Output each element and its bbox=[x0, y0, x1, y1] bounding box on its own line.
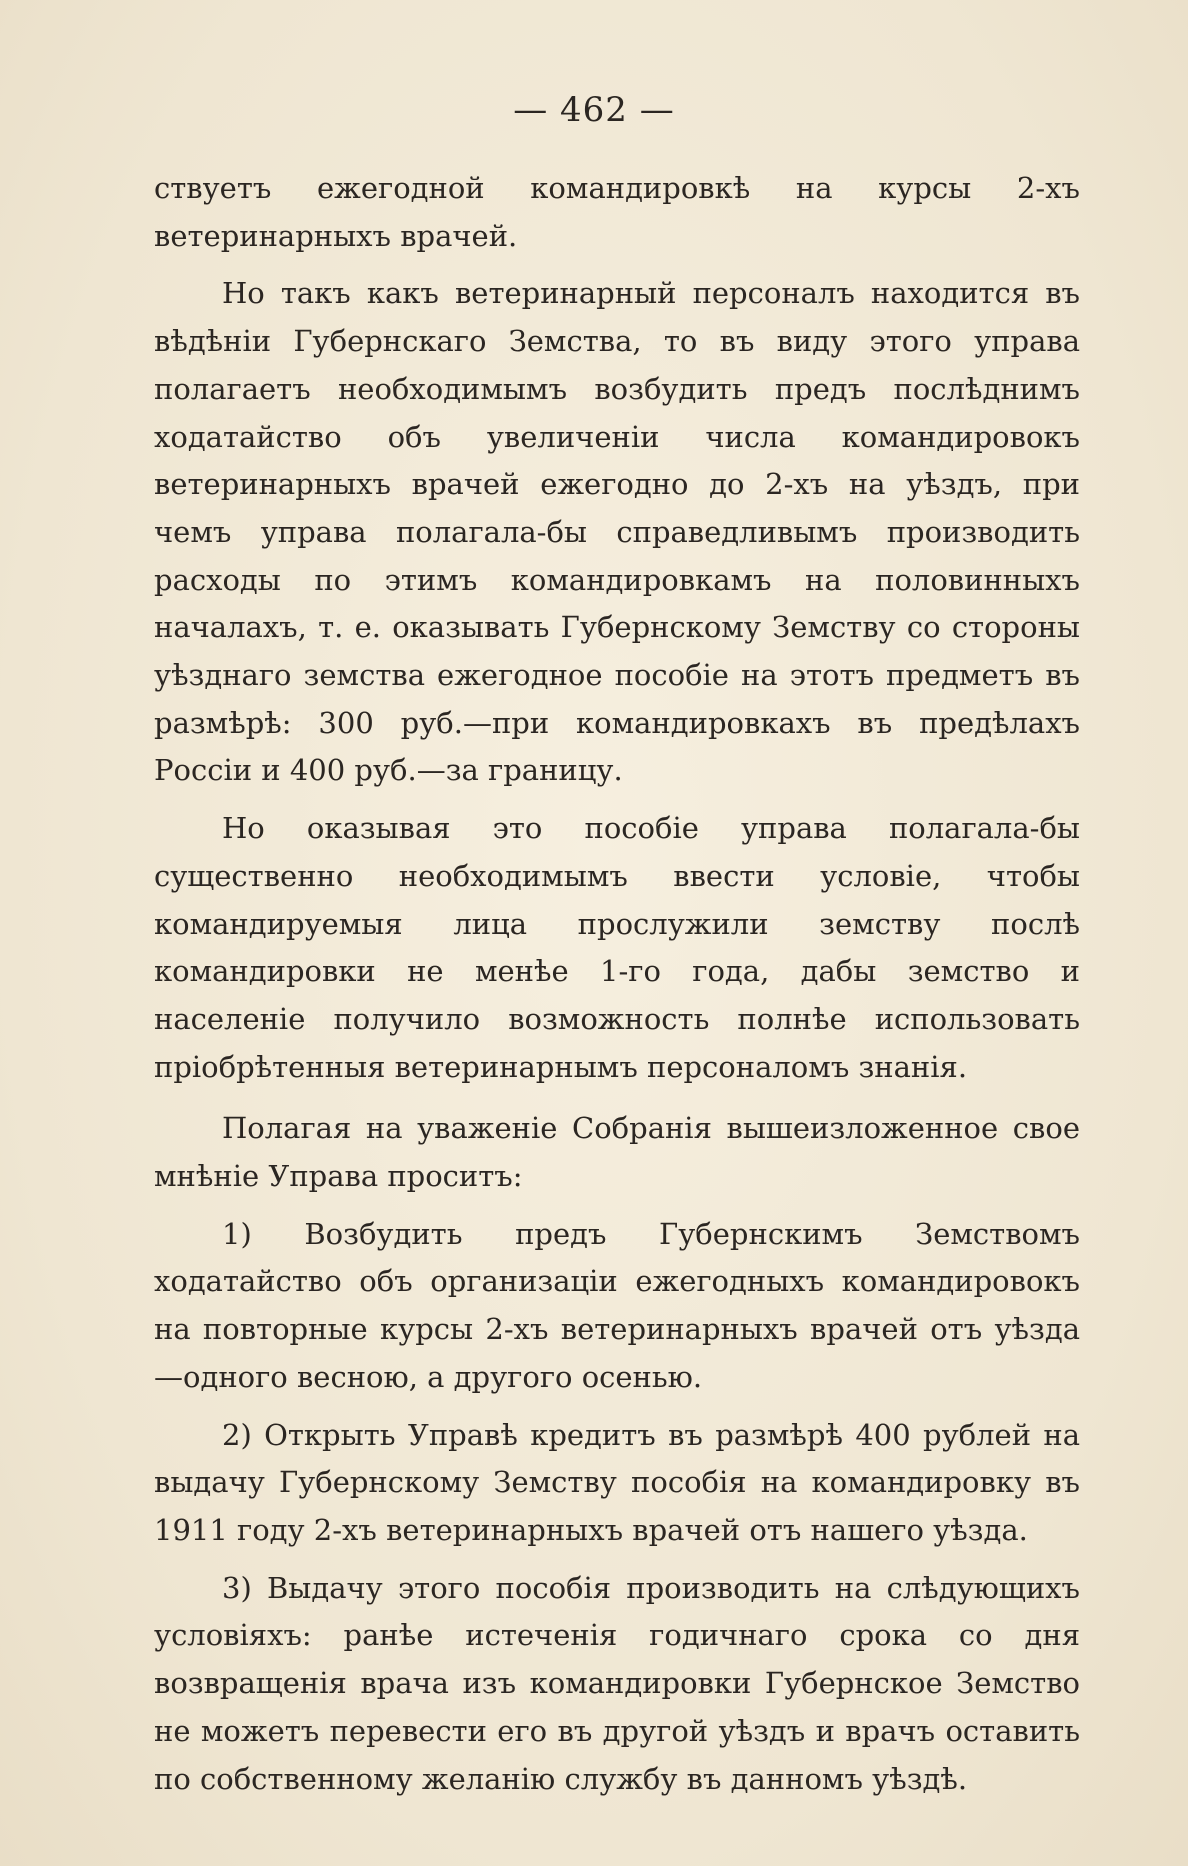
resolution-item-3: 3) Выдачу этого пособія производить на слѣдующихъ условіяхъ: ранѣе истеченія годичнаго срока со дня возвращенія врача изъ командировки Губернское Земство не можетъ перевести его въ другой уѣздъ и врачъ оставить по собственному желанію службу въ данномъ уѣздѣ. bbox=[154, 1570, 1080, 1796]
resolution-item-2: 2) Открыть Управѣ кредитъ въ размѣрѣ 400 рублей на выдачу Губернскому Земству пособія на командировку въ 1911 году 2-хъ ветеринарныхъ врачей отъ нашего уѣзда. bbox=[154, 1417, 1080, 1547]
paragraph-veterinary-staff: Но такъ какъ ветеринарный персоналъ находится въ вѣдѣніи Губернскаго Земства, то въ виду этого управа полагаетъ необходимымъ возбудить предъ послѣднимъ ходатайство объ увеличеніи числа командировокъ ветеринарныхъ врачей ежегодно до 2-хъ на уѣздъ, при чемъ управа полагала-бы справедливымъ производить расходы по этимъ командировкамъ на половинныхъ началахъ, т. е. оказывать Губернскому Земству со стороны уѣзднаго земства ежегодное пособіе на этотъ предметъ въ размѣрѣ: 300 руб.—при командировкахъ въ предѣлахъ Россіи и 400 руб.—за границу. bbox=[154, 276, 1080, 788]
paragraph-subsidy-condition: Но оказывая это пособіе управа полагала-бы существенно необходимымъ ввести условіе, чтобы командируемыя лица прослужили земству послѣ командировки не менѣе 1-го года, дабы земство и населеніе получило возможность полнѣе использовать пріобрѣтенныя ветеринарнымъ персоналомъ знанія. bbox=[154, 811, 1080, 1084]
paragraph-request: Полагая на уваженіе Собранія вышеизложенное свое мнѣніе Управа проситъ: bbox=[154, 1111, 1080, 1194]
resolution-item-1: 1) Возбудить предъ Губернскимъ Земствомъ ходатайство объ организаціи ежегодныхъ командировокъ на повторные курсы 2-хъ ветеринарныхъ врачей отъ уѣзда—одного весною, а другого осенью. bbox=[154, 1216, 1080, 1394]
page-number: — 462 — bbox=[513, 90, 675, 130]
paragraph-continuation: ствуетъ ежегодной командировкѣ на курсы 2-хъ ветеринарныхъ врачей. bbox=[154, 171, 1080, 253]
body-text bbox=[154, 165, 1080, 1803]
